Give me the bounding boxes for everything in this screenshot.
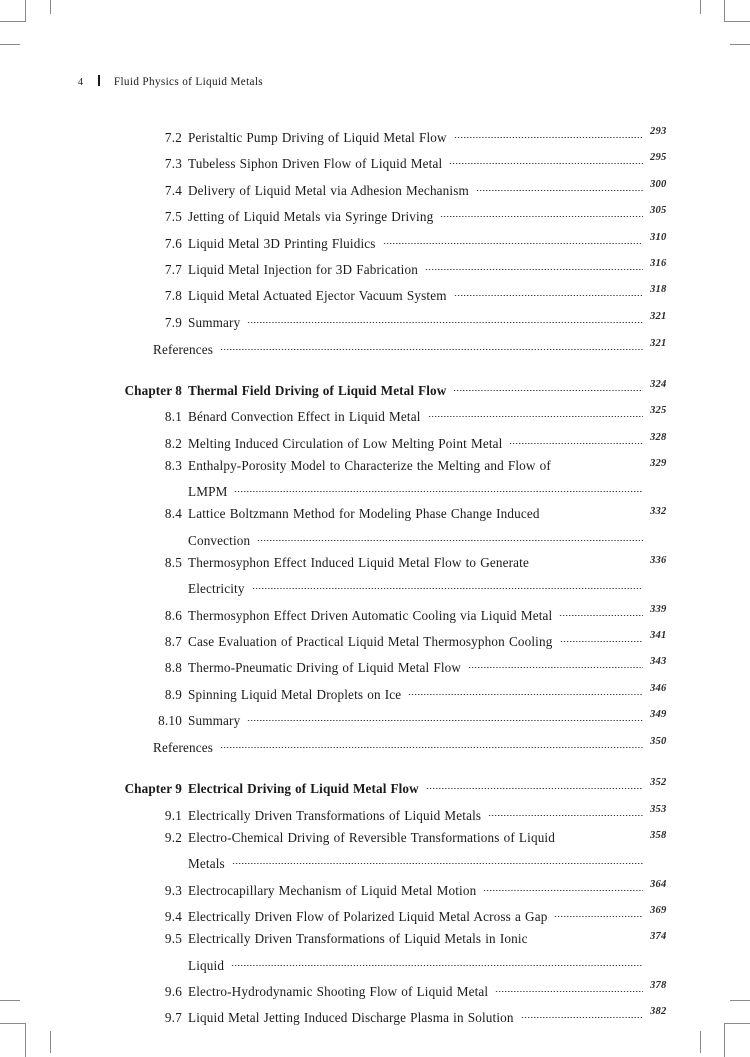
toc-entry-line — [188, 555, 643, 571]
toc-entry-body — [188, 709, 667, 729]
book-title: Fluid Physics of Liquid Metals — [113, 76, 264, 88]
dot-leader — [453, 379, 643, 395]
toc-entry-number: 9.1 — [164, 807, 182, 823]
toc-entry-line: Jetting of Liquid Metals via Syringe Driving 305 — [188, 205, 667, 225]
toc-section-entry[interactable] — [0, 506, 750, 548]
toc-entry-line: Electro-Hydrodynamic Shooting Flow of Liquid Metal 378 — [188, 979, 667, 999]
dot-leader — [476, 179, 643, 195]
toc-entry-body — [188, 829, 667, 872]
dot-leader — [559, 604, 643, 620]
toc-entry-title: Lattice Boltzmann Method for Modeling Phase Change Induced — [188, 506, 540, 522]
toc-section-entry[interactable] — [0, 709, 750, 729]
toc-entry-line: References 350 — [153, 736, 667, 756]
toc-entry-title: Enthalpy-Porosity Model to Characterize the Melting and Flow of — [188, 457, 551, 473]
toc-entry-body — [188, 205, 667, 225]
toc-entry-title: Thermo-Pneumatic Driving of Liquid Metal Flow — [188, 660, 462, 676]
toc-section-entry[interactable] — [0, 1006, 750, 1026]
toc-entry-line: Summary 321 — [188, 310, 667, 330]
toc-entry-title: Electrocapillary Mechanism of Liquid Metal Motion — [188, 882, 477, 898]
toc-entry-title: Tubeless Siphon Driven Flow of Liquid Metal — [188, 156, 443, 172]
toc-entry-title: Summary — [188, 314, 241, 330]
toc-entry-number: 7.8 — [164, 288, 182, 304]
toc-entry-title: Electricity — [188, 581, 245, 597]
dot-leader — [247, 311, 643, 327]
toc-entry-line: Spinning Liquid Metal Droplets on Ice 346 — [188, 682, 667, 702]
toc-entry-line: References 321 — [153, 337, 667, 357]
toc-entry-line: Thermosyphon Effect Driven Automatic Cooling via Liquid Metal 339 — [188, 603, 667, 623]
toc-section-entry[interactable] — [0, 683, 750, 703]
toc-section-entry[interactable] — [0, 980, 750, 1000]
toc-entry-line — [188, 931, 643, 947]
toc-entry-number: 7.3 — [164, 156, 182, 172]
toc-entry-number: 7.7 — [164, 261, 182, 277]
crop-mark-top-left-trim — [0, 44, 20, 45]
toc-entry-number: 9.4 — [164, 908, 182, 924]
toc-section-entry[interactable] — [0, 205, 750, 225]
dot-leader — [454, 126, 643, 142]
dot-leader — [408, 683, 643, 699]
dot-leader — [521, 1006, 643, 1022]
table-of-contents — [0, 126, 750, 1026]
toc-entry-body — [188, 803, 667, 824]
crop-mark-top-left-vertical — [25, 0, 26, 22]
dot-leader — [257, 529, 643, 545]
toc-entry-title: Thermosyphon Effect Driven Automatic Cooling via Liquid Metal — [188, 607, 553, 623]
toc-section-entry[interactable] — [0, 152, 750, 172]
toc-entry-body — [188, 1006, 667, 1026]
toc-entry-line — [188, 506, 643, 522]
toc-entry-line: Electrical Driving of Liquid Metal Flow 352 — [188, 777, 667, 797]
crop-mark-bottom-left-bleed — [50, 1031, 51, 1053]
toc-entry-number: 8.5 — [164, 555, 182, 571]
toc-entry-number: 8.8 — [164, 660, 182, 676]
crop-mark-top-right-horizontal — [724, 21, 750, 22]
dot-leader — [232, 852, 643, 868]
toc-entry-number: 8.10 — [158, 713, 182, 729]
toc-section-entry[interactable] — [0, 458, 750, 500]
toc-entry-line: Summary 349 — [188, 709, 667, 729]
page-folio-number: 4 — [78, 77, 84, 88]
toc-entry-title: LMPM — [188, 484, 228, 500]
toc-entry-line: Peristaltic Pump Driving of Liquid Metal Flow 293 — [188, 126, 667, 145]
toc-entry-body — [188, 178, 667, 199]
toc-section-entry[interactable] — [0, 126, 750, 146]
toc-entry-line: Case Evaluation of Practical Liquid Metal Thermosyphon Cooling 341 — [188, 630, 667, 650]
toc-entry-title: Melting Induced Circulation of Low Melting Point Metal — [188, 435, 503, 451]
toc-entry-body — [188, 284, 667, 304]
toc-entry-body — [188, 656, 667, 676]
running-header — [78, 74, 263, 88]
toc-chapter-entry[interactable] — [0, 379, 750, 399]
toc-entry-title: Summary — [188, 713, 241, 729]
toc-section-entry[interactable] — [0, 879, 750, 899]
crop-mark-top-right-bleed — [700, 0, 701, 14]
toc-entry-body — [188, 777, 667, 797]
toc-entry-title: Delivery of Liquid Metal via Adhesion Mechanism — [188, 182, 469, 198]
toc-entry-line: Delivery of Liquid Metal via Adhesion Mechanism 300 — [188, 178, 667, 198]
toc-entry-line: LMPM 329 — [188, 457, 667, 500]
dot-leader — [449, 152, 643, 168]
dot-leader — [428, 405, 643, 421]
toc-entry-number: 9.6 — [164, 983, 182, 999]
dot-leader — [425, 258, 643, 274]
toc-entry-title: Thermosyphon Effect Induced Liquid Metal Flow to Generate — [188, 555, 530, 571]
dot-leader — [426, 777, 643, 793]
dot-leader — [495, 980, 643, 996]
toc-entry-body — [188, 457, 667, 500]
toc-entry-number: 8.9 — [164, 686, 182, 702]
toc-entry-title: Electro-Chemical Driving of Reversible Transformations of Liquid — [188, 829, 555, 845]
toc-entry-title: Liquid — [188, 957, 225, 973]
toc-section-entry[interactable] — [0, 232, 750, 252]
toc-references-entry[interactable] — [0, 338, 750, 358]
toc-entry-number: 9.7 — [164, 1010, 182, 1026]
crop-mark-top-right-trim — [730, 44, 750, 45]
dot-leader — [220, 736, 643, 752]
toc-entry-line: Liquid Metal Injection for 3D Fabrication 316 — [188, 257, 667, 277]
toc-entry-line: Electricity 336 — [188, 555, 667, 597]
toc-entry-title: Liquid Metal Actuated Ejector Vacuum System — [188, 288, 447, 304]
toc-entry-number: 8.1 — [164, 409, 182, 425]
toc-entry-number: 8.3 — [164, 457, 182, 473]
toc-entry-line: Convection 332 — [188, 506, 667, 548]
toc-entry-title: Liquid Metal Injection for 3D Fabrication — [188, 261, 418, 277]
toc-entry-number: 9.5 — [164, 931, 182, 947]
toc-entry-body — [188, 682, 667, 703]
toc-entry-line: Liquid Metal 3D Printing Fluidics 310 — [188, 231, 667, 251]
toc-entry-title: Liquid Metal Jetting Induced Discharge Plasma in Solution — [188, 1010, 514, 1026]
toc-entry-title: Electrical Driving of Liquid Metal Flow — [188, 781, 419, 797]
toc-section-entry[interactable] — [0, 604, 750, 624]
toc-entry-line: Thermal Field Driving of Liquid Metal Flow 324 — [188, 378, 667, 398]
toc-entry-line: Liquid Metal Actuated Ejector Vacuum System 318 — [188, 284, 667, 304]
toc-entry-title: Electrically Driven Transformations of Liquid Metals — [188, 807, 482, 823]
toc-section-entry[interactable] — [0, 905, 750, 925]
toc-entry-number: 8.4 — [164, 506, 182, 522]
toc-entry-title: Spinning Liquid Metal Droplets on Ice — [188, 686, 402, 702]
toc-entry-title: References — [153, 740, 214, 756]
toc-entry-line: Melting Induced Circulation of Low Melting Point Metal 328 — [188, 431, 667, 451]
toc-section-entry[interactable] — [0, 405, 750, 425]
toc-section-entry[interactable] — [0, 555, 750, 597]
toc-entry-title: Electro-Hydrodynamic Shooting Flow of Liquid Metal — [188, 983, 489, 999]
toc-entry-body — [188, 931, 667, 973]
toc-section-entry[interactable] — [0, 656, 750, 676]
toc-entry-line: Electrically Driven Flow of Polarized Liquid Metal Across a Gap 369 — [188, 904, 667, 924]
toc-entry-body — [153, 736, 667, 756]
toc-entry-number: 9.3 — [164, 882, 182, 898]
toc-entry-title: Jetting of Liquid Metals via Syringe Driving — [188, 209, 434, 225]
toc-entry-number: Chapter 9 — [124, 781, 182, 797]
toc-section-entry[interactable] — [0, 179, 750, 199]
toc-entry-number: 8.7 — [164, 634, 182, 650]
crop-mark-bottom-right-bleed — [700, 1031, 701, 1053]
toc-section-entry[interactable] — [0, 258, 750, 278]
dot-leader — [234, 480, 643, 496]
toc-entry-line — [188, 458, 643, 474]
toc-entry-title: Bénard Convection Effect in Liquid Metal — [188, 409, 421, 425]
toc-section-entry[interactable] — [0, 931, 750, 973]
dot-leader — [454, 284, 643, 300]
toc-section-entry[interactable] — [0, 630, 750, 650]
toc-entry-body — [188, 979, 667, 1000]
toc-entry-title: Peristaltic Pump Driving of Liquid Metal Flow — [188, 130, 447, 145]
toc-entry-body — [188, 878, 667, 899]
toc-entry-number: 7.4 — [164, 182, 182, 198]
toc-references-entry[interactable] — [0, 736, 750, 756]
toc-entry-line: Thermo-Pneumatic Driving of Liquid Metal Flow 343 — [188, 656, 667, 676]
toc-entry-line: Electrocapillary Mechanism of Liquid Metal Motion 364 — [188, 878, 667, 898]
toc-section-entry[interactable] — [0, 804, 750, 824]
toc-entry-number: Chapter 8 — [124, 382, 182, 398]
toc-entry-body — [188, 152, 667, 172]
crop-mark-top-right-vertical — [724, 0, 725, 22]
dot-leader — [383, 232, 643, 248]
toc-entry-number: 7.5 — [164, 209, 182, 225]
toc-entry-title: Case Evaluation of Practical Liquid Metal Thermosyphon Cooling — [188, 634, 553, 650]
dot-leader — [220, 338, 643, 354]
dot-leader — [488, 804, 643, 820]
crop-mark-bottom-left-vertical — [25, 1023, 26, 1057]
toc-entry-title: Metals — [188, 856, 225, 872]
toc-entry-number: 7.2 — [164, 130, 182, 145]
toc-entry-line: Tubeless Siphon Driven Flow of Liquid Metal 295 — [188, 152, 667, 172]
toc-entry-title: Convection — [188, 532, 251, 548]
toc-entry-body — [188, 257, 667, 278]
dot-leader — [440, 205, 643, 221]
toc-entry-line: Liquid Metal Jetting Induced Discharge Plasma in Solution 382 — [188, 1006, 667, 1026]
toc-entry-line: Bénard Convection Effect in Liquid Metal 325 — [188, 405, 667, 425]
toc-entry-number: 8.6 — [164, 607, 182, 623]
toc-section-entry[interactable] — [0, 284, 750, 304]
dot-leader — [560, 630, 644, 646]
dot-leader — [252, 577, 643, 593]
toc-entry-number: 7.9 — [164, 314, 182, 330]
toc-section-entry[interactable] — [0, 830, 750, 872]
crop-mark-bottom-right-vertical — [724, 1023, 725, 1057]
vertical-rule-icon — [98, 75, 100, 86]
toc-entry-body — [188, 555, 667, 597]
toc-section-entry[interactable] — [0, 311, 750, 331]
toc-entry-line: Metals 358 — [188, 829, 667, 872]
toc-entry-number: 9.2 — [164, 829, 182, 845]
dot-leader — [483, 879, 643, 895]
toc-entry-title: Electrically Driven Transformations of Liquid Metals in Ionic — [188, 931, 528, 947]
toc-entry-number: 7.6 — [164, 235, 182, 251]
toc-entry-body — [188, 630, 667, 650]
toc-entry-body — [188, 904, 667, 925]
dot-leader — [247, 709, 643, 725]
toc-entry-body — [188, 405, 667, 425]
toc-entry-body — [188, 126, 667, 146]
toc-entry-number: 8.2 — [164, 435, 182, 451]
toc-entry-line: Electrically Driven Transformations of Liquid Metals 353 — [188, 803, 667, 823]
toc-chapter-entry[interactable] — [0, 777, 750, 797]
toc-entry-body — [188, 231, 667, 252]
toc-entry-body — [188, 378, 667, 399]
toc-entry-title: Thermal Field Driving of Liquid Metal Flow — [188, 382, 447, 398]
toc-entry-body — [188, 310, 667, 331]
dot-leader — [509, 432, 643, 448]
toc-entry-title: Liquid Metal 3D Printing Fluidics — [188, 235, 376, 251]
dot-leader — [231, 954, 643, 970]
dot-leader — [468, 656, 643, 672]
toc-entry-title: References — [153, 341, 214, 357]
toc-entry-line: Liquid 374 — [188, 931, 667, 973]
toc-entry-body — [188, 603, 667, 624]
crop-mark-top-left-horizontal — [0, 21, 26, 22]
toc-entry-line — [188, 830, 643, 846]
crop-mark-top-left-bleed — [50, 0, 51, 14]
toc-entry-body — [188, 431, 667, 452]
dot-leader — [554, 905, 643, 921]
toc-entry-body — [153, 337, 667, 358]
toc-section-entry[interactable] — [0, 432, 750, 452]
toc-entry-body — [188, 506, 667, 548]
toc-entry-title: Electrically Driven Flow of Polarized Liquid Metal Across a Gap — [188, 908, 548, 924]
